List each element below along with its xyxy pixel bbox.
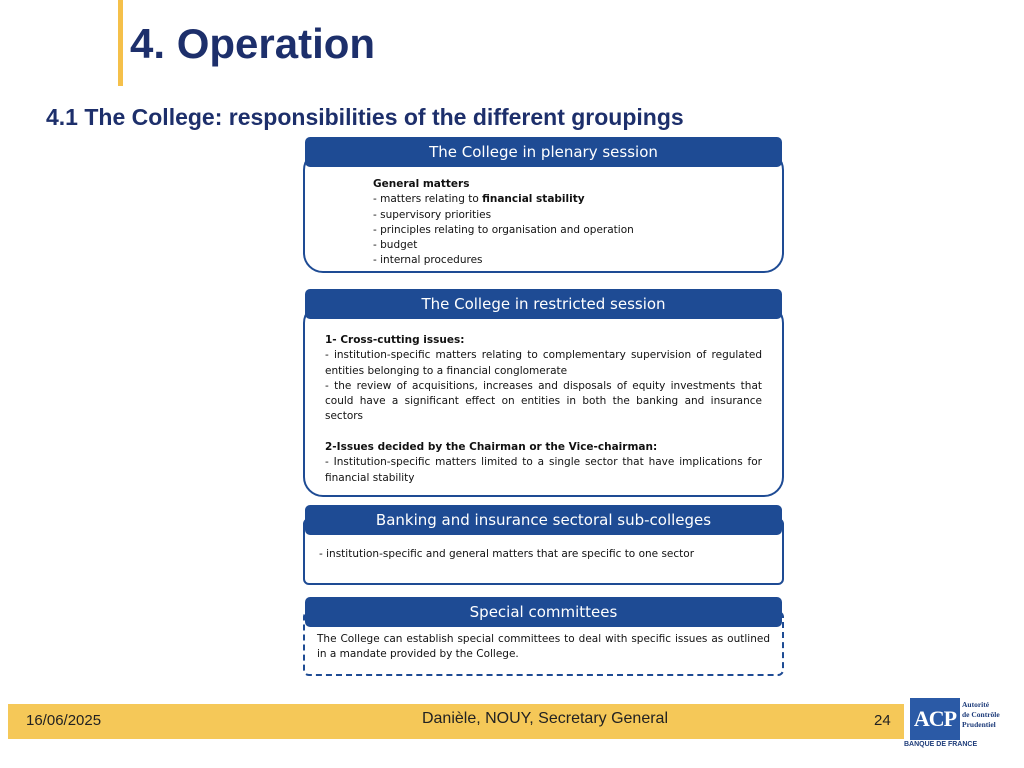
restricted-heading-1: 1- Cross-cutting issues: (325, 334, 465, 346)
slide-subtitle: 4.1 The College: responsibilities of the different groupings (46, 104, 684, 130)
slide-title: 4. Operation (130, 20, 376, 67)
restricted-item-1: - institution-specific matters relating to complementary supervision of regulated entities belonging to a financial conglomerate (325, 349, 762, 377)
plenary-line1: - matters relating to financial stability (373, 193, 585, 206)
acp-logo-text: Autorité de Contrôle Prudentiel (962, 700, 1000, 729)
restricted-item-3: - Institution-specific matters limited to a single sector that have implications for financial stability (325, 456, 762, 484)
plenary-line5: - internal procedures (373, 254, 483, 267)
acp-logo (904, 696, 1020, 756)
plenary-heading: General matters (373, 178, 470, 190)
restricted-box (303, 303, 784, 497)
restricted-header: The College in restricted session (305, 289, 782, 319)
subcolleges-text: - institution-specific and general matters that are specific to one sector (319, 548, 695, 560)
subcolleges-header: Banking and insurance sectoral sub-colleges (305, 505, 782, 535)
footer-date: 16/06/2025 (26, 712, 102, 729)
plenary-box (303, 150, 784, 273)
committees-header: Special committees (305, 597, 782, 627)
title-accent-bar (118, 0, 123, 86)
footer-author: Danièle, NOUY, Secretary General (421, 710, 669, 727)
footer-page-number: 24 (874, 712, 891, 729)
restricted-item-2: - the review of acquisitions, increases and disposals of equity investments that could have a significant effect on entities in both the banking and insurance sectors (325, 379, 762, 423)
spacer (325, 425, 762, 440)
banque-de-france-label: BANQUE DE FRANCE (904, 741, 978, 748)
restricted-heading-2: 2-Issues decided by the Chairman or the Vice-chairman: (325, 441, 658, 454)
acp-logo-mark: ACP (910, 698, 960, 740)
plenary-line2: - supervisory priorities (373, 208, 492, 221)
plenary-line4: - budget (373, 239, 418, 252)
plenary-header: The College in plenary session (305, 137, 782, 167)
plenary-line3: - principles relating to organisation and operation (373, 223, 634, 236)
committees-text: The College can establish special committees to deal with specific issues as outlined in a mandate provided by the College. (317, 633, 770, 661)
